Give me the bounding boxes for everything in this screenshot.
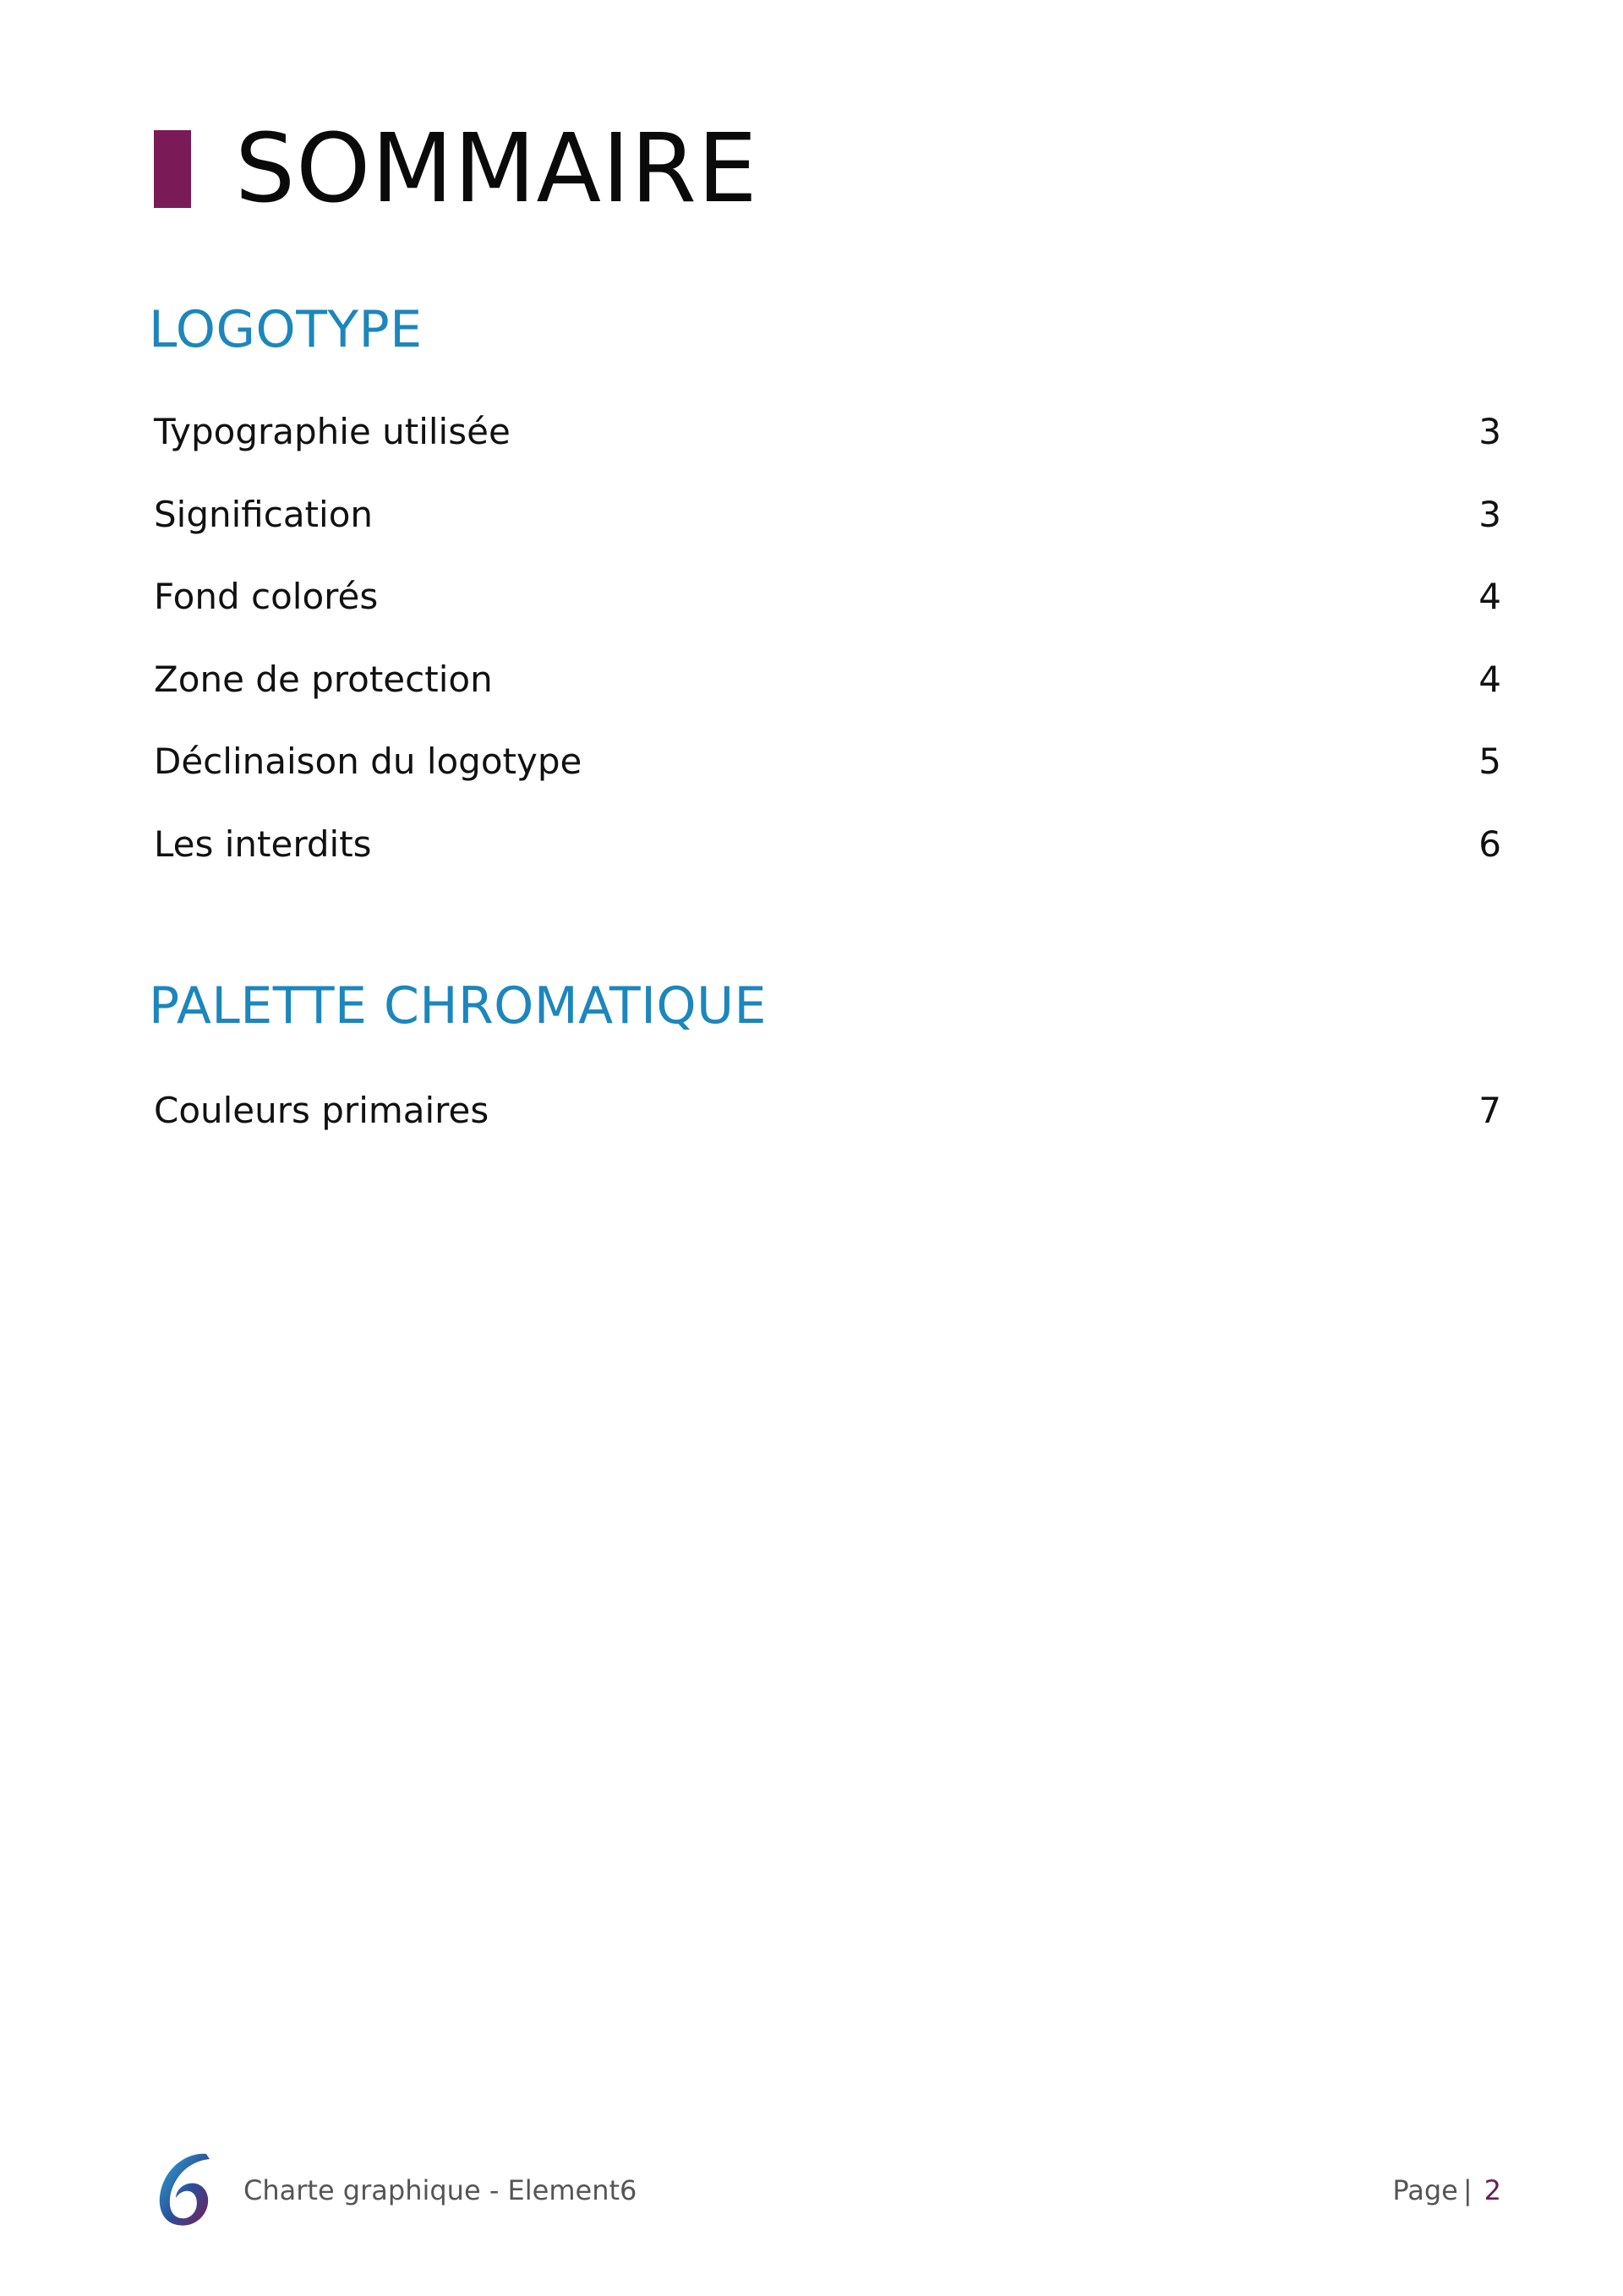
toc-entry-page: 4 <box>1478 576 1501 618</box>
toc-entry-label: Zone de protection <box>154 658 493 700</box>
toc-entry[interactable] <box>154 720 1501 803</box>
footer-page-label: Page <box>1392 2174 1458 2206</box>
element6-six-logo-icon <box>154 2149 216 2230</box>
toc-entry-page: 6 <box>1478 823 1501 865</box>
toc-entry-page: 5 <box>1478 741 1501 783</box>
toc-entry[interactable] <box>154 555 1501 638</box>
toc-entry-label: Fond colorés <box>154 576 379 618</box>
toc-entry[interactable] <box>154 473 1501 556</box>
toc-entry-label: Déclinaison du logotype <box>154 741 582 783</box>
toc-entry-page: 3 <box>1478 411 1501 453</box>
title-accent-bar <box>154 130 191 208</box>
toc-entry-label: Les interdits <box>154 823 372 865</box>
footer-page-indicator <box>1392 2174 1501 2206</box>
footer-separator: | <box>1462 2174 1473 2206</box>
page-footer <box>154 2149 1501 2233</box>
toc-entry-page: 4 <box>1478 658 1501 700</box>
toc-entry[interactable] <box>154 1069 1501 1152</box>
toc-entry-page: 7 <box>1478 1090 1501 1132</box>
section-heading-logotype: LOGOTYPE <box>149 300 423 359</box>
section-heading-palette-chromatique: PALETTE CHROMATIQUE <box>149 976 767 1036</box>
page-title: SOMMAIRE <box>235 114 758 224</box>
toc-entry-label: Couleurs primaires <box>154 1090 489 1132</box>
toc-entry[interactable] <box>154 391 1501 473</box>
toc-entry[interactable] <box>154 638 1501 721</box>
toc-list-palette <box>154 1069 1501 1152</box>
toc-entry-label: Signification <box>154 493 374 535</box>
footer-page-number: 2 <box>1484 2174 1501 2206</box>
toc-list-logotype <box>154 391 1501 885</box>
toc-entry[interactable] <box>154 803 1501 886</box>
page-title-row <box>154 114 758 224</box>
footer-document-title: Charte graphique - Element6 <box>243 2174 637 2206</box>
toc-entry-page: 3 <box>1478 493 1501 535</box>
toc-entry-label: Typographie utilisée <box>154 411 511 453</box>
